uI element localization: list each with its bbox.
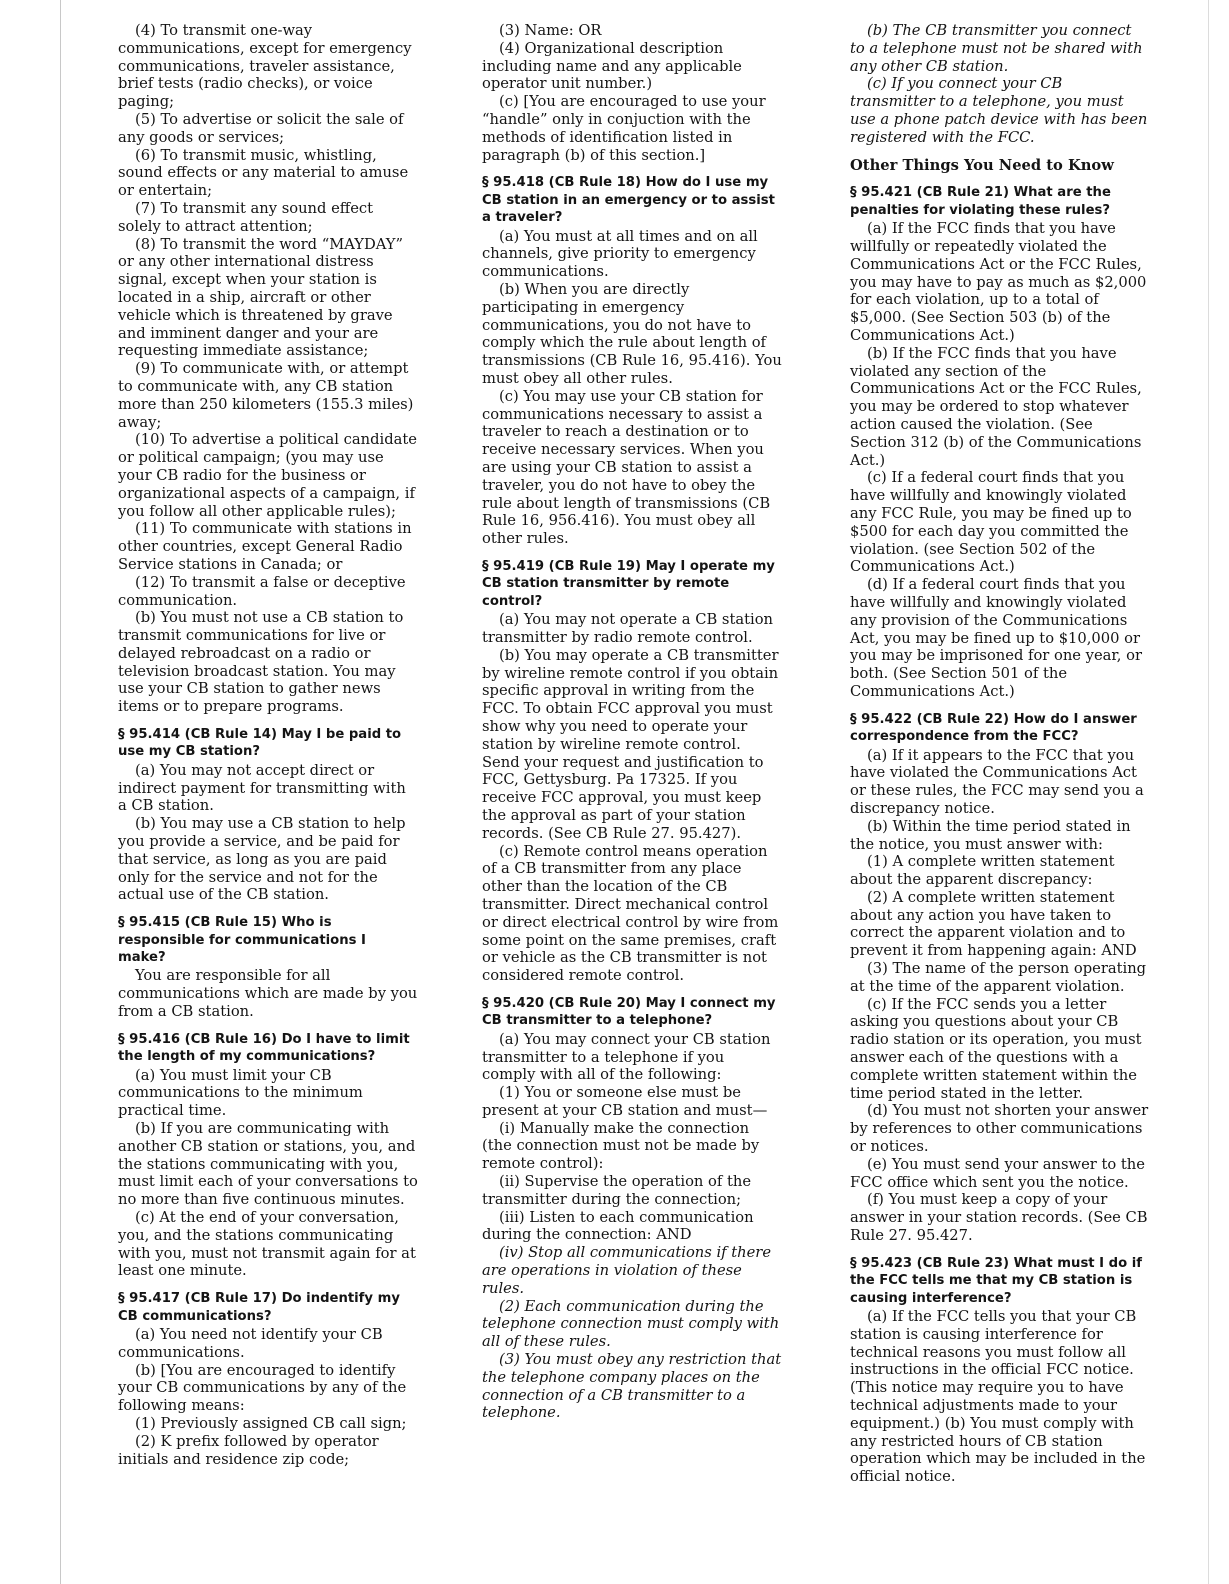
paragraph: (b) If you are communicating with another CB station or stations, you, and the stations communicating with you, must limit each of your conversations to no more than five continuous minutes.	[118, 1120, 418, 1209]
paragraph: (a) If it appears to the FCC that you have violated the Communications Act or these rules, the FCC may send you a discrepancy notice.	[850, 746, 1144, 817]
paragraph: (d) If a federal court finds that you have willfully and knowingly violated any provision of the Communications Act, you may be fined up to $10,000 or you may be imprisoned for one year, or both. (See Section 501 of the Communications Act.)	[850, 576, 1143, 700]
section-heading: § 95.423 (CB Rule 23) What must I do if the FCC tells me that my CB station is causing interference?	[850, 1255, 1143, 1306]
paragraph-italic: (iv) Stop all communications if there are operations in violation of these rules.	[482, 1244, 772, 1297]
paragraph: (a) You may connect your CB station transmitter to a telephone if you comply with all of the following:	[482, 1030, 771, 1084]
paragraph: (7) To transmit any sound effect solely to attract attention;	[118, 199, 374, 235]
paragraph: (a) If the FCC tells you that your CB station is causing interference for technical reasons you must follow all instructions in the official FCC notice. (This notice may require you to have technical adjustments made to your equipment.) (b) You must comply with any restricted hours of CB station operation which may be included in the official notice.	[850, 1308, 1146, 1486]
section-heading: § 95.419 (CB Rule 19) May I operate my CB station transmitter by remote control?	[482, 558, 775, 609]
paragraph: (c) If a federal court finds that you have willfully and knowingly violated any FCC Rule, you may be fined up to $500 for each day you committed the violation. (see Section 502 of the Communications Act.)	[850, 469, 1132, 576]
paragraph: (4) Organizational description including name and any applicable operator unit number.)	[482, 39, 742, 93]
paragraph: (9) To communicate with, or attempt to communicate with, any CB station more than 250 kilometers (155.3 miles) away;	[118, 360, 414, 431]
paragraph: (a) You may not operate a CB station transmitter by radio remote control.	[482, 611, 773, 646]
paragraph: (c) You may use your CB station for communications necessary to assist a traveler to reach a destination or to receive necessary services. When you are using your CB station to assist a traveler, you do not have to obey the rule about length of transmissions (CB Rule 16, 956.416). You must obey all other rules.	[482, 387, 771, 548]
paragraph-italic: (3) You must obey any restriction that the telephone company places on the connection of a CB transmitter to a telephone.	[482, 1351, 782, 1422]
scan-edge-right	[1208, 0, 1209, 1584]
paragraph: (iii) Listen to each communication during the connection: AND	[482, 1208, 754, 1244]
paragraph: (d) You must not shorten your answer by references to other communications or notices.	[850, 1102, 1149, 1156]
paragraph-italic: (c) If you connect your CB transmitter to a telephone, you must use a phone patch device with has been registered with the FCC.	[850, 75, 1148, 146]
paragraph: (a) You need not identify your CB communications.	[118, 1326, 383, 1361]
paragraph: (b) If the FCC finds that you have violated any section of the Communications Act or the FCC Rules, you may be ordered to stop whatever action caused the violation. (See Section 312 (b) of the Communications Act.)	[850, 344, 1142, 469]
paragraph: (4) To transmit one-way communications, except for emergency communications, traveler assistance, brief tests (radio checks), or voice paging;	[118, 22, 412, 111]
paragraph: (b) You must not use a CB station to transmit communications for live or delayed rebroadcast on a radio or television broadcast station. You may use your CB station to gather news items or to prepare programs.	[118, 609, 404, 716]
paragraph: (b) You may operate a CB transmitter by wireline remote control if you obtain specific approval in writing from the FCC. To obtain FCC approval you must show why you need to operate your station by wireline remote control. Send your request and justification to FCC, Gettysburg. Pa 17325. If you receive FCC approval, you must keep the approval as part of your station records. (See CB Rule 27. 95.427).	[482, 646, 779, 842]
paragraph: (c) [You are encouraged to use your “handle” only in conjuction with the methods of identification listed in paragraph (b) of this section.]	[482, 93, 766, 164]
paragraph: (6) To transmit music, whistling, sound effects or any material to amuse or entertain;	[118, 146, 409, 200]
paragraph: You are responsible for all communications which are made by you from a CB station.	[118, 967, 418, 1021]
paragraph: (a) If the FCC finds that you have willfully or repeatedly violated the Communications Act or the FCC Rules, you may have to pay as much as $2,000 for each violation, up to a total of $5,000. (See Section 503 (b) of the Communications Act.)	[850, 220, 1147, 344]
paragraph: (1) A complete written statement about the apparent discrepancy:	[850, 853, 1115, 889]
section-heading: § 95.420 (CB Rule 20) May I connect my CB transmitter to a telephone?	[482, 995, 776, 1029]
paragraph: (a) You may not accept direct or indirect payment for transmitting with a CB station.	[118, 761, 406, 815]
paragraph: (c) Remote control means operation of a CB transmitter from any place other than the location of the CB transmitter. Direct mechanical control or direct electrical control by wire from some point on the same premises, craft or vehicle as the CB transmitter is not considered remote control.	[482, 842, 779, 985]
paragraph-italic: (b) The CB transmitter you connect to a telephone must not be shared with any other CB station.	[850, 22, 1143, 75]
paragraph: (1) Previously assigned CB call sign;	[135, 1415, 407, 1433]
paragraph: (f) You must keep a copy of your answer in your station records. (See CB Rule 27. 95.427.	[850, 1191, 1148, 1245]
paragraph: (3) The name of the person operating at the time of the apparent violation.	[850, 960, 1147, 995]
section-heading: § 95.417 (CB Rule 17) Do indentify my CB communications?	[118, 1291, 400, 1324]
paragraph: (b) You may use a CB station to help you provide a service, and be paid for that service, as long as you are paid only for the service and not for the actual use of the CB station.	[118, 815, 406, 904]
paragraph: (b) When you are directly participating in emergency communications, you do not have to comply which the rule about length of transmissions (CB Rule 16, 95.416). You must obey all other rules.	[482, 280, 782, 387]
column-2	[482, 22, 782, 1422]
section-heading: § 95.416 (CB Rule 16) Do I have to limit the length of my communications?	[118, 1031, 410, 1065]
paragraph: (10) To advertise a political candidate or political campaign; (you may use your CB radio for the business or organizational aspects of a campaign, if you follow all other applicable rules);	[118, 431, 417, 520]
column-3	[850, 22, 1150, 1486]
section-heading: § 95.421 (CB Rule 21) What are the penalties for violating these rules?	[850, 185, 1111, 218]
paragraph: (b) [You are encouraged to identify your CB communications by any of the following means:	[118, 1361, 407, 1415]
paragraph: (1) You or someone else must be present at your CB station and must—	[482, 1084, 768, 1119]
paragraph: (12) To transmit a false or deceptive communication.	[118, 573, 406, 609]
paragraph: (c) At the end of your conversation, you, and the stations communicating with you, must not transmit again for at least one minute.	[118, 1209, 416, 1280]
paragraph: (a) You must at all times and on all channels, give priority to emergency communications.	[482, 227, 758, 281]
scan-edge-left	[60, 0, 61, 1584]
section-heading: § 95.422 (CB Rule 22) How do I answer correspondence from the FCC?	[850, 711, 1137, 745]
paragraph: (2) K prefix followed by operator initials and residence zip code;	[118, 1432, 379, 1468]
section-heading: § 95.414 (CB Rule 14) May I be paid to use my CB station?	[118, 727, 402, 760]
paragraph: (e) You must send your answer to the FCC office which sent you the notice.	[850, 1155, 1145, 1191]
subheading: Other Things You Need to Know	[850, 156, 1114, 174]
document-page	[118, 22, 1170, 1567]
paragraph: (3) Name: OR	[499, 22, 602, 39]
paragraph: (i) Manually make the connection (the connection must not be made by remote control):	[482, 1119, 760, 1173]
paragraph: (5) To advertise or solicit the sale of any goods or services;	[118, 110, 404, 146]
column-1	[118, 22, 418, 1468]
paragraph: (c) If the FCC sends you a letter asking you questions about your CB radio station or its operation, you must answer each of the questions with a complete written statement within the time period stated in the letter.	[850, 995, 1142, 1102]
paragraph: (ii) Supervise the operation of the transmitter during the connection;	[482, 1173, 752, 1208]
paragraph-italic: (2) Each communication during the telephone connection must comply with all of these rules.	[482, 1297, 780, 1351]
section-heading: § 95.418 (CB Rule 18) How do I use my CB station in an emergency or to assist a traveler?	[482, 175, 775, 226]
paragraph: (11) To communicate with stations in other countries, except General Radio Service stations in Canada; or	[118, 520, 412, 573]
paragraph: (a) You must limit your CB communications to the minimum practical time.	[118, 1066, 363, 1120]
section-heading: § 95.415 (CB Rule 15) Who is responsible for communications I make?	[118, 915, 366, 966]
paragraph: (2) A complete written statement about any action you have taken to correct the apparent violation and to prevent it from happening again: AND	[850, 888, 1137, 960]
paragraph: (8) To transmit the word “MAYDAY” or any other international distress signal, except when your station is located in a ship, aircraft or other vehicle which is threatened by grave and imminent danger and your are requesting immediate assistance;	[118, 235, 403, 360]
paragraph: (b) Within the time period stated in the notice, you must answer with:	[850, 817, 1131, 853]
